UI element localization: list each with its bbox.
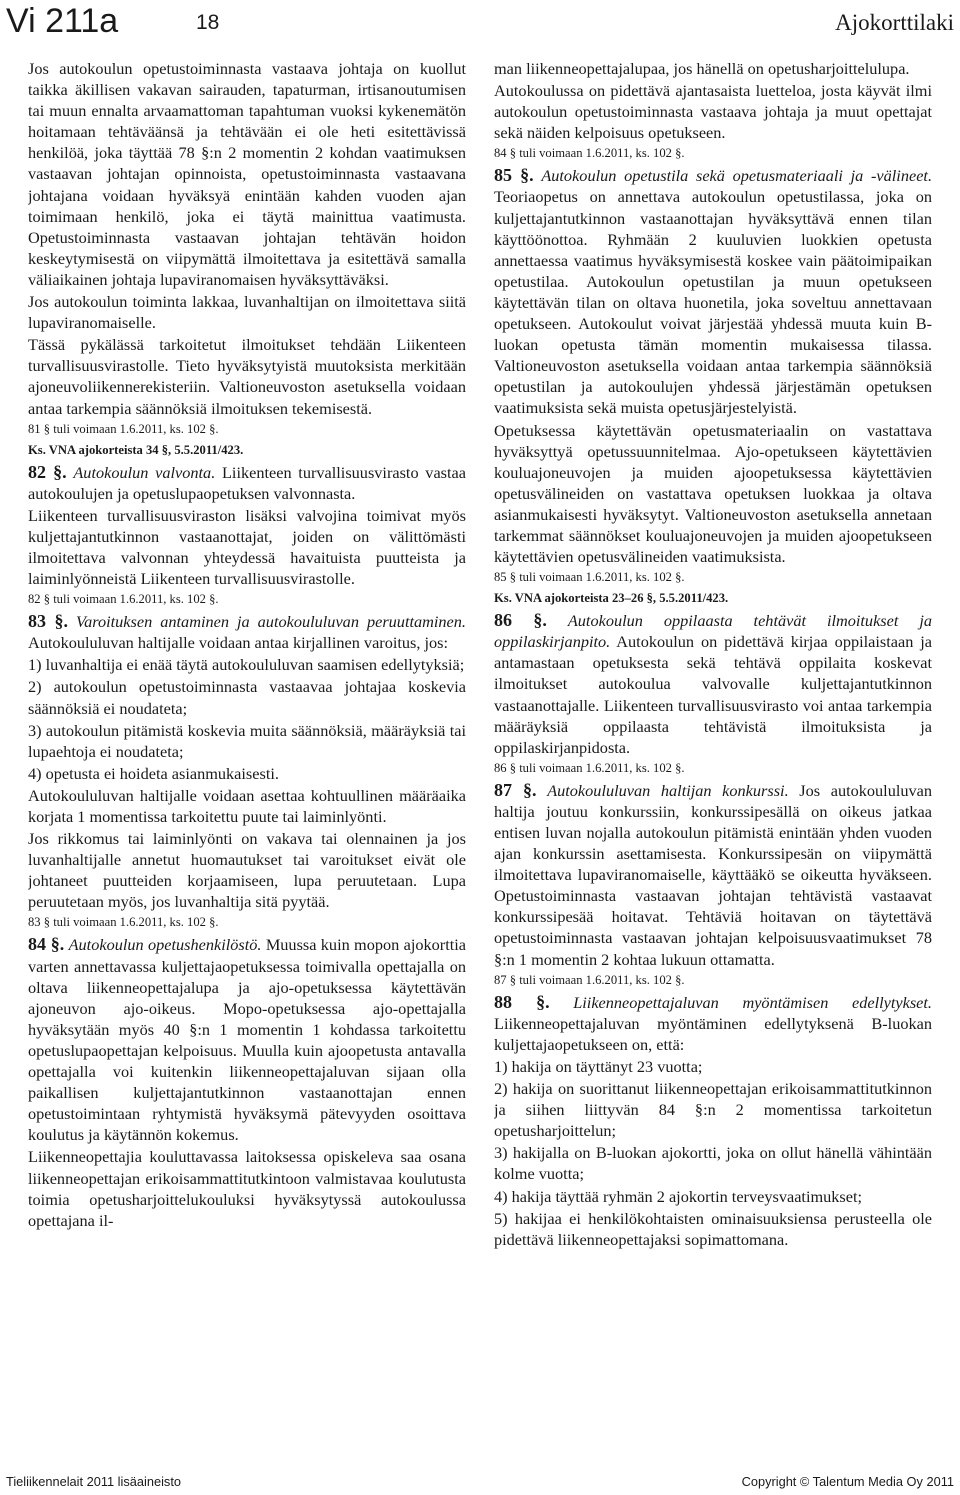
list-item: 4) opetusta ei hoideta asianmukaisesti.	[28, 763, 279, 783]
list-item: 5) hakijaa ei henkilökohtaisten ominaisuuksiensa perusteella ole pidettävä liikenneopettajaksi sopimattomana.	[494, 1208, 932, 1249]
section-84	[28, 934, 466, 1145]
effective-note: 84 § tuli voimaan 1.6.2011, ks. 102 §.	[494, 146, 685, 161]
paragraph: Jos autokoulun opetustoiminnasta vastaava johtaja on kuollut taikka äkillisen vakavan sairauden, tapaturman, irtisanoutumisen tai muun ennalta arvaamattoman tapahtuman vuoksi kykenemätön hoitamaan tehtäväänsä ja tehtävään ei ole heti esitettävissä henkilöä, joka täyttää 78 §:n 2 momentin 2 kohdan vaatimuksen vastaavan johtajan opinnoista, opetustoiminnasta vastaavana johtajana voidaan hyväksyä enintään kahden vuoden ajan toimimaan henkilö, joka ei täytä mainittua vaatimusta. Opetustoiminnasta vastaavan johtajan tehtävän hoidon keskeytymisestä on viipymättä ilmoitettava ja esitettävä samalla väliaikainen johtaja lupaviranomaisen hyväksyttäväksi.	[28, 59, 466, 289]
section-85	[494, 165, 932, 418]
section-title: Varoituksen antaminen ja autokoululuvan peruuttaminen.	[75, 612, 466, 632]
section-text: Jos autokoululuvan haltija joutuu konkurssiin, konkurssipesällä on oikeus jatkaa entisen luvan nojalla autokoulun pitämistä enintään yhden vuoden ajan konkurssin asettamisesta. Konkurssipesän on viipymättä ilmoitettava lupaviranomaiselle, käyttääkö se oikeutta hyväkseen. Opetustoiminnasta vastaavan johtajan tehtävistä vastaavat konkurssipesää hoitavat. Tehtäviä hoitavan on täytettävä opetustoiminnasta vastaavan johtajan kelpoisuusvaatimukset 78 §:n 1 momentin 2 kohtaa lukuun ottamatta.	[494, 780, 932, 969]
effective-note: 85 § tuli voimaan 1.6.2011, ks. 102 §.	[494, 570, 685, 585]
paragraph: Opetuksessa käytettävän opetusmateriaalin on vastattava hyväksyttyä opetussuunnitelmaa. Ajo-opetukseen käytettävien kouluajoneuvojen ja muiden ajoopetuksessa käytettävien opetusvälineiden on vastattava opetuksen luokkaa ja oltava asianmukaisesti hyväksytyt. Valtioneuvoston asetuksella annetaan tarkemmat säännökset kouluajoneuvojen ja muiden ajoopetukseen käytettävien opetusvälineiden vaatimuksista.	[494, 420, 932, 567]
list-item: 2) hakija on suorittanut liikenneopettajan erikoisammattitutkinnon ja siihen liittyvän 84 §:n 2 momentissa tarkoitetun opetusharjoittelun;	[494, 1079, 932, 1141]
section-number: 88 §.	[494, 991, 550, 1012]
paragraph: Liikenneopettajia kouluttavassa laitoksessa opiskeleva saa osana liikenneopettajan erikoisammattitutkintoon valmistavaa koulutusta toimia opetusharjoittelukouluksi hyväksytyssä autokoulussa opettajana il-	[28, 1147, 466, 1230]
page-header	[0, 0, 960, 44]
section-text: Autokoulun on pidettävä kirjaa oppilaistaan ja antamastaan opetuksesta sekä tehtävä oppilaita koskevat ilmoitukset autokoulua valvovalle kuljettajantutkinnon vastaanottajalle. Liikenteen turvallisuusvirasto voi antaa tarkempia määräyksiä oppilaasta tehtävistä ilmoituksista ja oppilaskirjanpidosta.	[494, 632, 932, 757]
list-item: 3) hakijalla on B-luokan ajokortti, joka on ollut hänellä vähintään kolme vuotta;	[494, 1143, 932, 1184]
list-item: 3) autokoulun pitämistä koskevia muita säännöksiä, määräyksiä tai lupaehtoja ei noudateta;	[28, 720, 466, 761]
effective-note: 87 § tuli voimaan 1.6.2011, ks. 102 §.	[494, 972, 685, 987]
left-column	[28, 58, 466, 1460]
section-82	[28, 462, 466, 504]
section-87	[494, 780, 932, 970]
paragraph: Autokoulussa on pidettävä ajantasaista luetteloa, josta käyvät ilmi autokoulun opetustoiminnasta vastaava johtaja ja muut opettajat sekä näiden kelpoisuus opetukseen.	[494, 81, 932, 143]
section-number: 84 §.	[28, 934, 65, 955]
section-title: Autokoulun opetustila sekä opetusmateriaali ja -välineet.	[541, 166, 932, 186]
section-number: 85 §.	[494, 165, 534, 186]
section-number: 83 §.	[28, 611, 68, 632]
section-title: Liikenneopettajaluvan myöntämisen edellytykset.	[573, 992, 932, 1012]
list-item: 1) hakija on täyttänyt 23 vuotta;	[494, 1056, 703, 1076]
right-column	[494, 58, 932, 1460]
section-title: Autokoululuvan haltijan konkurssi.	[547, 780, 789, 800]
section-text: Liikenteen turvallisuusvirasto vastaa autokoulujen ja opetuslupaopetuksen valvonnasta.	[28, 462, 466, 503]
paragraph: Autokoululuvan haltijalle voidaan asettaa kohtuullinen määräaika korjata 1 momentissa tarkoitettu puute tai laiminlyönti.	[28, 785, 466, 826]
section-83	[28, 611, 466, 653]
section-text: Autokoululuvan haltijalle voidaan antaa kirjallinen varoitus, jos:	[28, 633, 449, 653]
section-text: Muussa kuin mopon ajokorttia varten annettavassa kuljettajaopetuksessa toimivalla opettajalla on oltava liikenneopettajalupa ja ajo-opetuksessa käytettävän ajoneuvon ajo-oikeus. Mopo-opetuksessa ajo-opettajalla hyväksytään myös 40 §:n 1 momentin 1 kohdassa tarkoitettu opetuslupaopettajan kelpoisuus. Muulla kuin ajoopetusta antavalla opettajalla voi kuitenkin liikenneopettajaluvan sijaan olla paikallisen kuljettajantutkinnon vastaanottajan ennen opetustoimintaan ryhtymistä hyväksymä pätevyyden osoittava koulutus ja käytännön kokemus.	[28, 935, 466, 1145]
section-text: Liikenneopettajaluvan myöntäminen edellytyksenä B-luokan kuljettajaopetukseen on, että:	[494, 1013, 932, 1054]
section-title: Autokoulun oppilaasta tehtävät ilmoitukset ja oppilaskirjanpito.	[494, 611, 932, 652]
section-number: 87 §.	[494, 779, 537, 800]
effective-note: 81 § tuli voimaan 1.6.2011, ks. 102 §.	[28, 421, 219, 436]
section-88	[494, 992, 932, 1055]
document-code: Vi 211a	[6, 2, 119, 40]
list-item: 4) hakija täyttää ryhmän 2 ajokortin terveysvaatimukset;	[494, 1186, 863, 1206]
list-item: 2) autokoulun opetustoiminnasta vastaavaa johtajaa koskevia säännöksiä ei noudateta;	[28, 677, 466, 718]
effective-note: 82 § tuli voimaan 1.6.2011, ks. 102 §.	[28, 592, 219, 607]
reference-note: Ks. VNA ajokorteista 23–26 §, 5.5.2011/423.	[494, 591, 729, 606]
footer-copyright: Copyright © Talentum Media Oy 2011	[741, 1474, 954, 1489]
section-number: 86 §.	[494, 610, 547, 631]
page-number: 18	[196, 11, 220, 34]
footer-publication: Tieliikennelait 2011 lisäaineisto	[6, 1474, 181, 1489]
paragraph: Tässä pykälässä tarkoitetut ilmoitukset tehdään Liikenteen turvallisuusvirastolle. Tieto hyväksytyistä muutoksista merkitään ajoneuvoliikennerekisteriin. Valtioneuvoston asetuksella voidaan antaa tarkempia säännöksiä ilmoituksen tekemisestä.	[28, 335, 466, 418]
paragraph: man liikenneopettajalupaa, jos hänellä on opetusharjoittelulupa.	[494, 59, 910, 78]
paragraph: Liikenteen turvallisuusviraston lisäksi valvojina toimivat myös kuljettajantutkinnon vastaanottajat, joiden on välittömästi ilmoitettava valvonnan yhteydessä havaituista puutteista ja laiminlyönneistä Liikenteen turvallisuusvirastolle.	[28, 505, 466, 589]
paragraph: Jos autokoulun toiminta lakkaa, luvanhaltijan on ilmoitettava siitä lupaviranomaiselle.	[28, 292, 466, 333]
paragraph: Jos rikkomus tai laiminlyönti on vakava tai olennainen ja jos luvanhaltijalle annetut huomautukset tai varoitukset eivät ole johtaneet puutteiden korjaamiseen, lupa peruutetaan. Lupa peruutetaan myös, jos luvanhaltija sitä pyytää.	[28, 829, 466, 912]
section-title: Autokoulun valvonta.	[73, 462, 216, 482]
reference-note: Ks. VNA ajokorteista 34 §, 5.5.2011/423.	[28, 442, 244, 457]
effective-note: 83 § tuli voimaan 1.6.2011, ks. 102 §.	[28, 915, 219, 930]
list-item: 1) luvanhaltija ei enää täytä autokoululuvan saamisen edellytyksiä;	[28, 655, 465, 675]
page-footer	[0, 1474, 960, 1495]
section-number: 82 §.	[28, 461, 67, 482]
effective-note: 86 § tuli voimaan 1.6.2011, ks. 102 §.	[494, 760, 685, 775]
section-title: Autokoulun opetushenkilöstö.	[68, 935, 262, 955]
section-text: Teoriaopetus on annettava autokoulun opetustilassa, joka on kuljettajantutkinnon vastaanottajan hyväksyttävä ennen tilan käyttöönottoa. Ryhmään 2 kuuluvien luokkien opetusta annettaessa vaatimus hyväksymisestä koskee vain päätoimipaikan opetustilaa. Autokoulun opetustilan ja muun opetukseen käytettävän tilan on oltava huonetila, joka soveltuu annettavaan opetukseen. Autokoulut voivat järjestää yhdessä muuta kuin B-luokan opetusta tämän momentin mukaisessa tilassa. Valtioneuvoston asetuksella voidaan antaa tarkempia säännöksiä opetustilan ja autokoulujen yhdessä järjestämän opetuksen vaatimuksista sekä muista opetusjärjestelyistä.	[494, 187, 932, 418]
document-title: Ajokorttilaki	[835, 10, 954, 35]
section-86	[494, 610, 932, 758]
